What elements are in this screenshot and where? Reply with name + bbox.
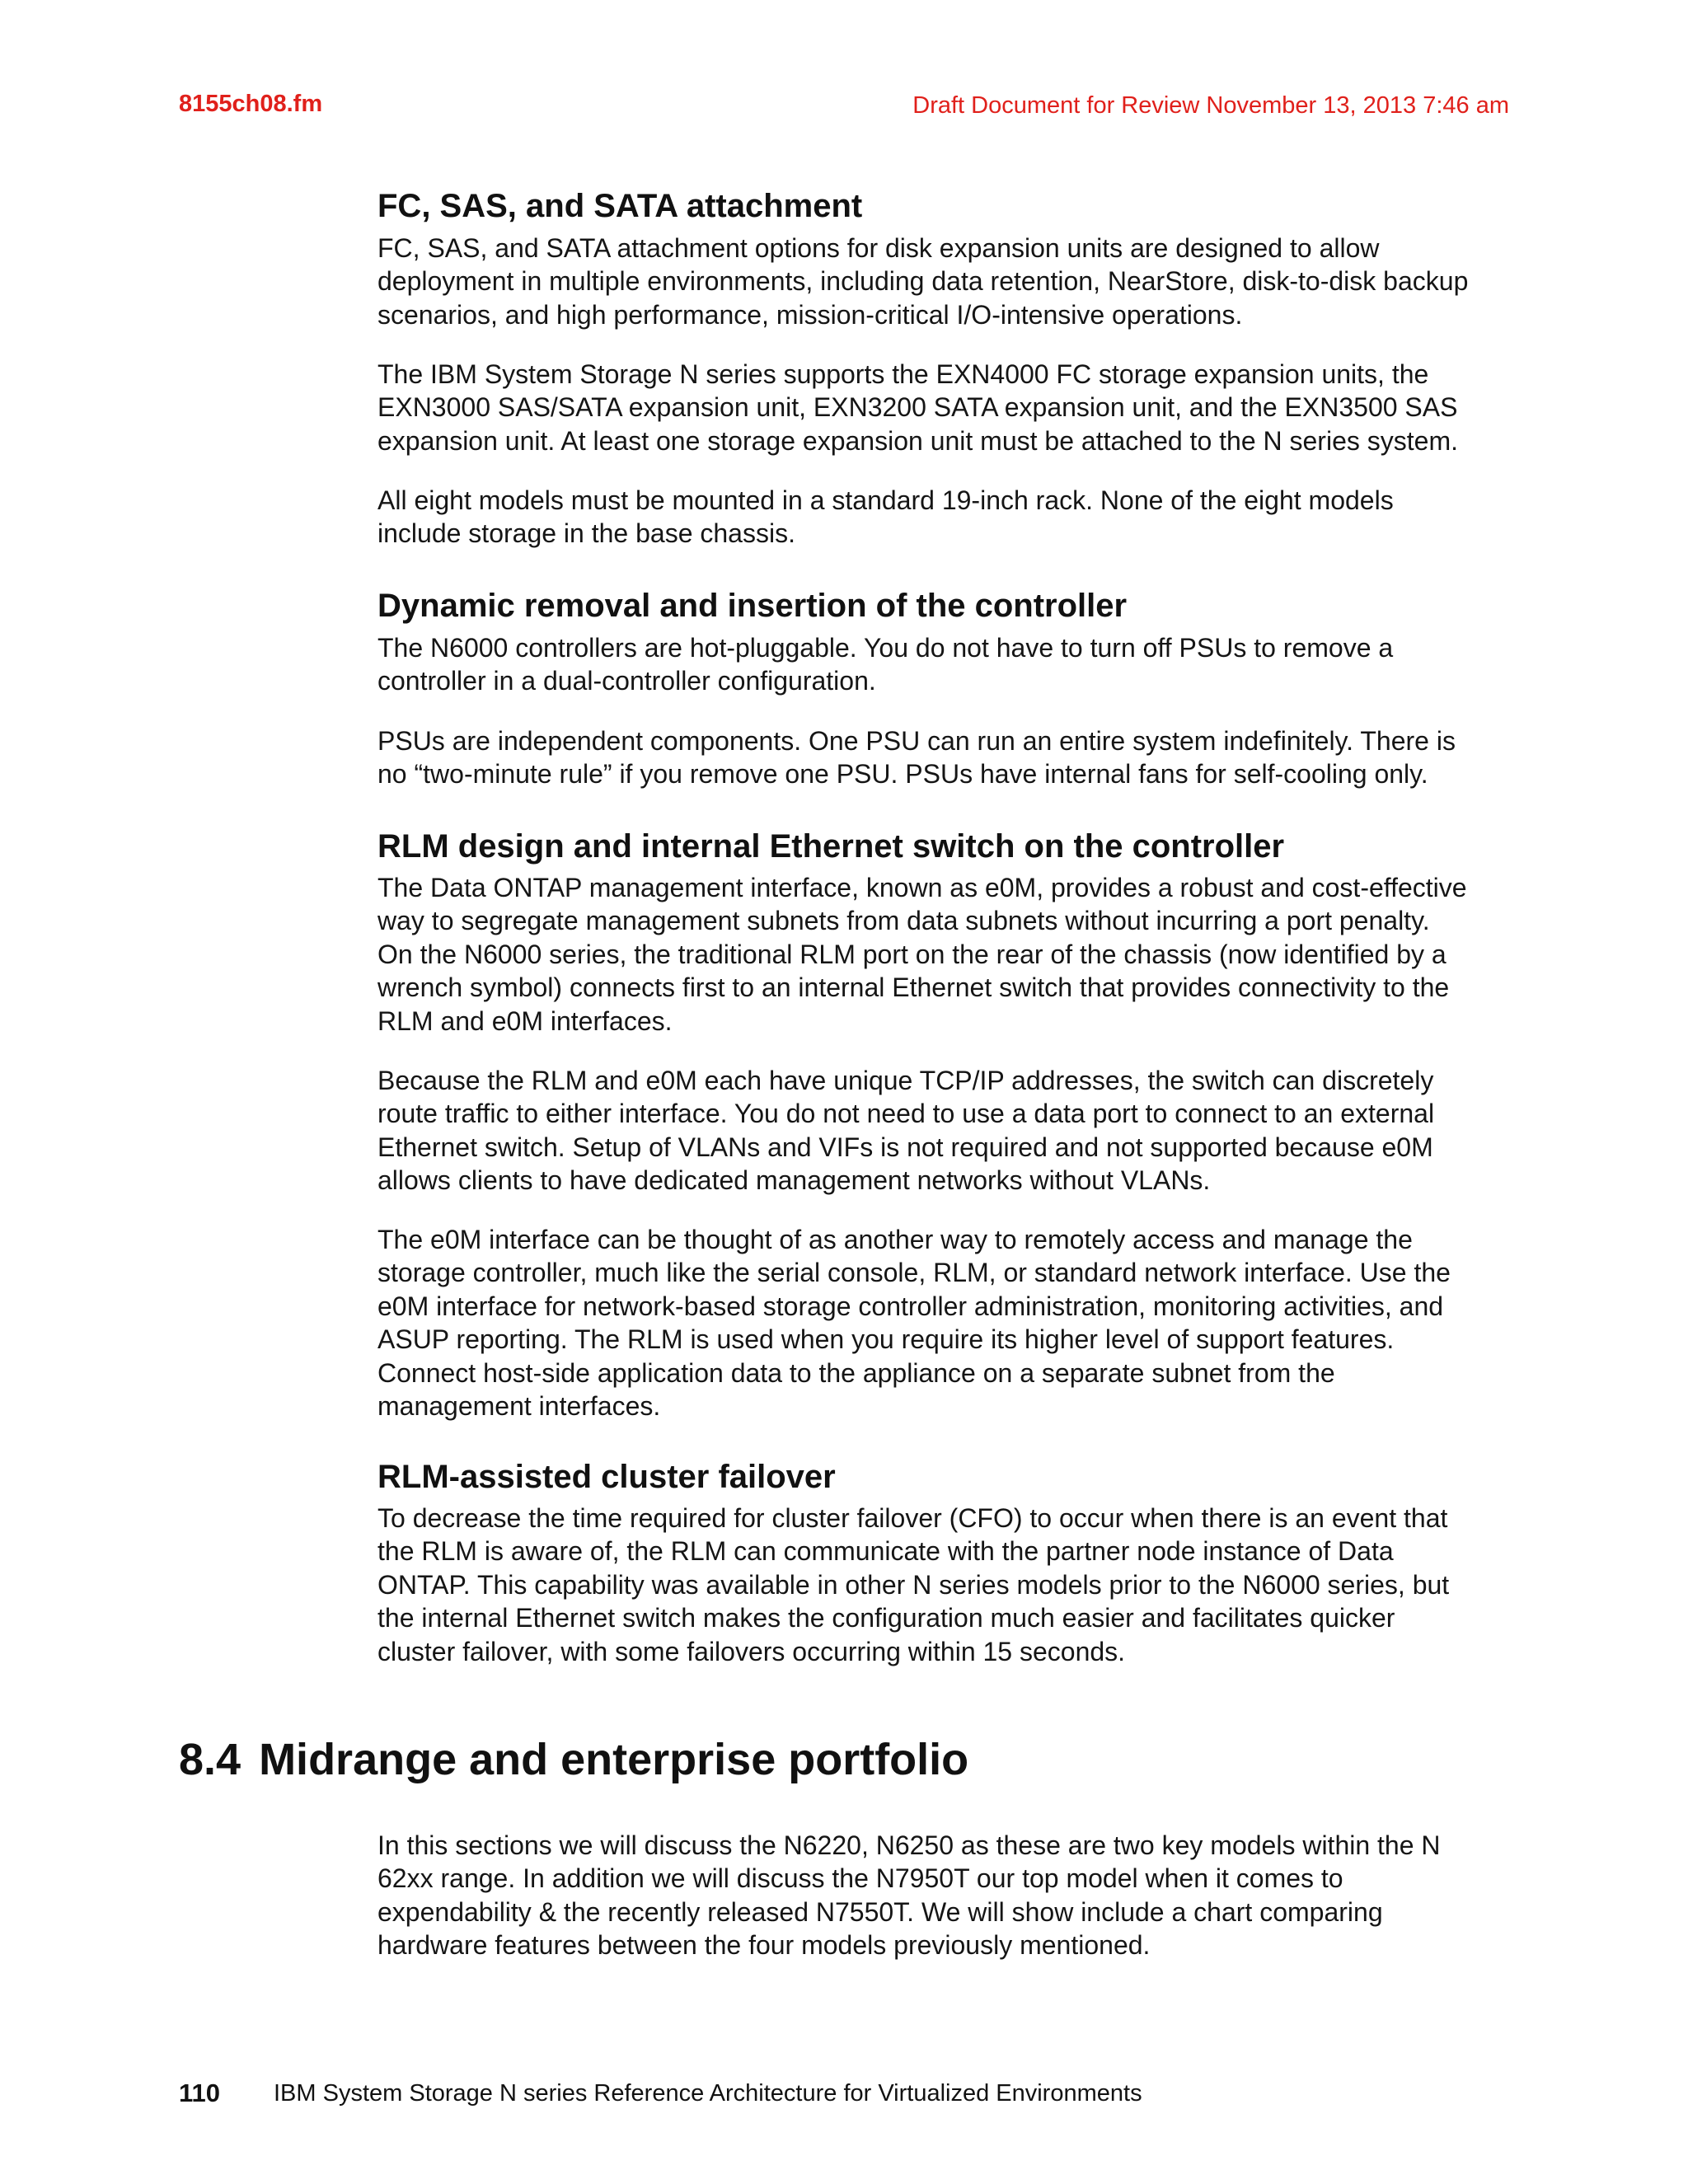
section-title: Midrange and enterprise portfolio (259, 1735, 969, 1784)
section-intro-paragraph (377, 1829, 1441, 1962)
paragraph (377, 232, 1468, 331)
text-line: management interfaces. (377, 1391, 661, 1422)
subheading-rlm-assisted-failover: RLM-assisted cluster failover (377, 1459, 836, 1495)
text-line: To decrease the time required for cluster failover (CFO) to occur when there is an event that (377, 1503, 1448, 1533)
paragraph (377, 724, 1456, 791)
header-file-name: 8155ch08.fm (179, 91, 323, 117)
text-line: All eight models must be mounted in a standard 19-inch rack. None of the eight models (377, 485, 1394, 515)
text-line: route traffic to either interface. You do not need to use a data port to connect to an external (377, 1099, 1435, 1129)
text-line: e0M interface for network-based storage controller administration, monitoring activities, and (377, 1291, 1444, 1321)
text-line: EXN3000 SAS/SATA expansion unit, EXN3200 SATA expansion unit, and the EXN3500 SAS (377, 392, 1458, 423)
subheading-fc-sas-sata: FC, SAS, and SATA attachment (377, 188, 863, 224)
text-line: PSUs are independent components. One PSU can run an entire system indefinitely. There is (377, 726, 1456, 756)
text-line: ONTAP. This capability was available in other N series models prior to the N6000 series, but (377, 1569, 1450, 1600)
text-line: FC, SAS, and SATA attachment options for disk expansion units are designed to allow (377, 233, 1380, 263)
text-line: The N6000 controllers are hot-pluggable. You do not have to turn off PSUs to remove a (377, 633, 1394, 663)
text-line: hardware features between the four models previously mentioned. (377, 1930, 1151, 1961)
paragraph (377, 1502, 1449, 1668)
text-line: Ethernet switch. Setup of VLANs and VIFs is not required and not supported because e0M (377, 1132, 1433, 1162)
paragraph (377, 358, 1458, 457)
text-line: expansion unit. At least one storage expansion unit must be attached to the N series system. (377, 425, 1458, 456)
book-title: IBM System Storage N series Reference Architecture for Virtualized Environments (274, 2080, 1142, 2107)
text-line: scenarios, and high performance, mission-critical I/O-intensive operations. (377, 299, 1243, 330)
text-line: ASUP reporting. The RLM is used when you require its higher level of support features. (377, 1324, 1395, 1355)
paragraph (377, 871, 1467, 1038)
paragraph (377, 484, 1394, 551)
paragraph (377, 631, 1393, 698)
text-line: RLM and e0M interfaces. (377, 1005, 673, 1036)
text-line: cluster failover, with some failovers occurring within 15 seconds. (377, 1636, 1126, 1666)
header-draft-note: Draft Document for Review November 13, 2013 7:46 am (912, 92, 1509, 119)
text-line: allows clients to have dedicated management networks without VLANs. (377, 1165, 1211, 1196)
paragraph (377, 1064, 1434, 1197)
section-number: 8.4 (179, 1735, 241, 1784)
text-line: no “two-minute rule” if you remove one PSU. PSUs have internal fans for self-cooling only. (377, 759, 1428, 790)
text-line: the internal Ethernet switch makes the configuration much easier and facilitates quicker (377, 1603, 1395, 1633)
text-line: Connect host-side application data to the appliance on a separate subnet from the (377, 1357, 1335, 1388)
subheading-dynamic-removal: Dynamic removal and insertion of the controller (377, 588, 1128, 624)
text-line: the RLM is aware of, the RLM can communicate with the partner node instance of Data (377, 1536, 1394, 1567)
text-line: deployment in multiple environments, including data retention, NearStore, disk-to-disk backup (377, 266, 1469, 297)
paragraph (377, 1223, 1451, 1422)
text-line: Because the RLM and e0M each have unique TCP/IP addresses, the switch can discretely (377, 1066, 1434, 1095)
subheading-rlm-design: RLM design and internal Ethernet switch on the controller (377, 828, 1285, 865)
text-line: On the N6000 series, the traditional RLM port on the rear of the chassis (now identified by a (377, 939, 1447, 969)
text-line: The e0M interface can be thought of as another way to remotely access and manage the (377, 1225, 1413, 1254)
text-line: wrench symbol) connects first to an internal Ethernet switch that provides connectivity to the (377, 972, 1450, 1003)
page-number: 110 (179, 2079, 221, 2107)
text-line: storage controller, much like the serial console, RLM, or standard network interface. Use the (377, 1258, 1451, 1288)
text-line: expendability & the recently released N7550T. We will show include a chart comparing (377, 1896, 1383, 1927)
text-line: controller in a dual-controller configuration. (377, 666, 876, 696)
section-heading (179, 1734, 968, 1785)
text-line: The IBM System Storage N series supports the EXN4000 FC storage expansion units, the (377, 359, 1429, 389)
text-line: way to segregate management subnets from data subnets without incurring a port penalty. (377, 906, 1430, 936)
text-line: In this sections we will discuss the N6220, N6250 as these are two key models within the N (377, 1830, 1441, 1860)
text-line: include storage in the base chassis. (377, 518, 795, 549)
text-line: The Data ONTAP management interface, known as e0M, provides a robust and cost-effective (377, 873, 1467, 902)
text-line: 62xx range. In addition we will discuss the N7950T our top model when it comes to (377, 1863, 1343, 1894)
